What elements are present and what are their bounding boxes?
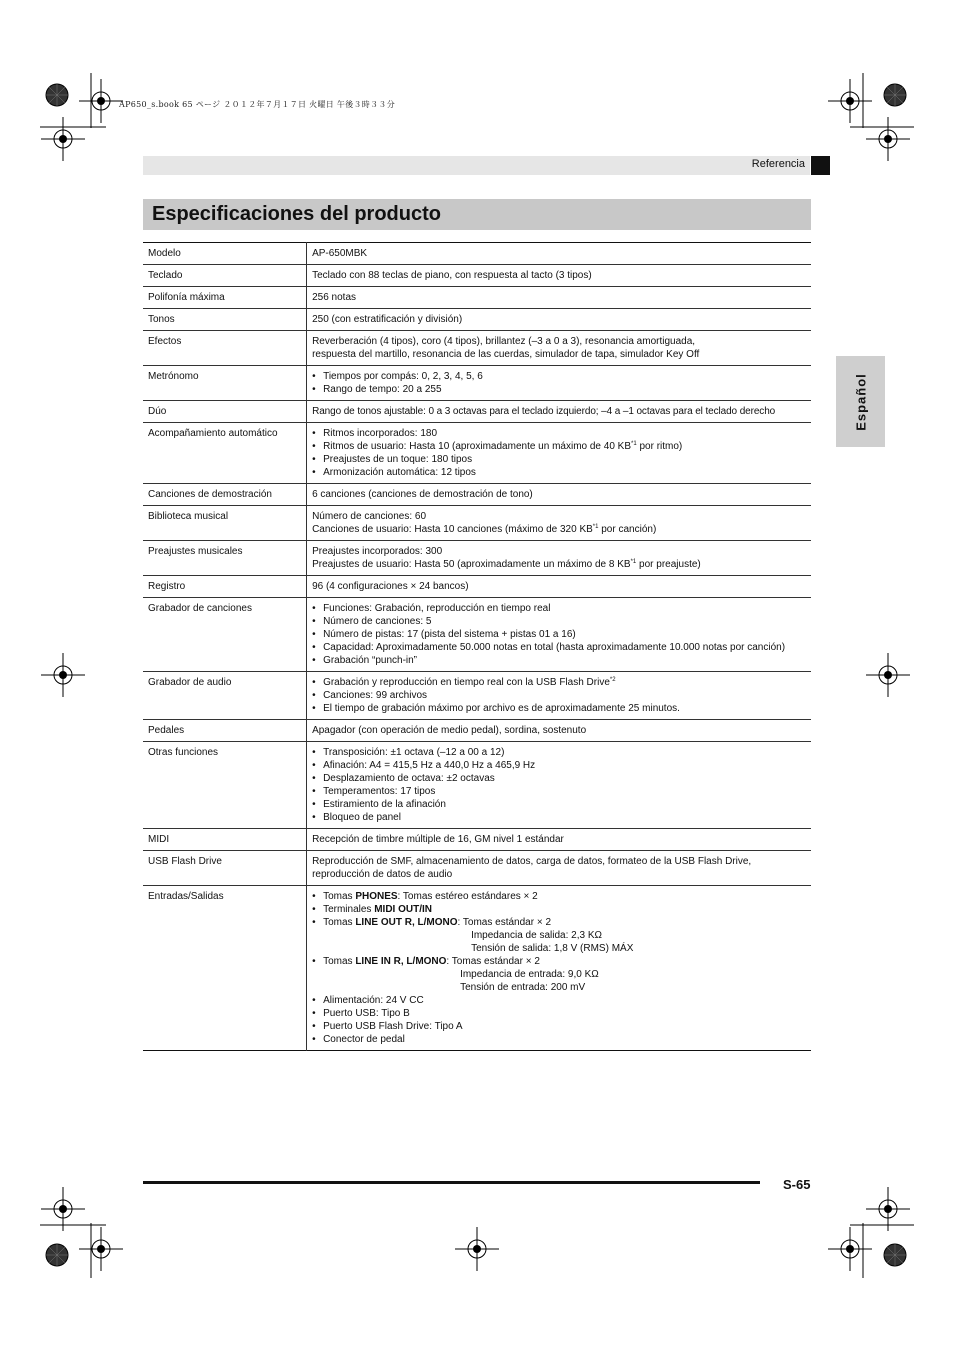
page-number: S-65 bbox=[783, 1177, 811, 1192]
spec-subline: Tensión de entrada: 200 mV bbox=[460, 982, 586, 993]
list-item: • Puerto USB Flash Drive: Tipo A bbox=[312, 1020, 806, 1033]
table-row bbox=[143, 672, 811, 720]
spec-key: Grabador de audio bbox=[143, 672, 307, 720]
jack-name: LINE IN R, L/MONO bbox=[355, 956, 447, 967]
table-row bbox=[143, 484, 811, 506]
list-item: • Afinación: A4 = 415,5 Hz a 440,0 Hz a 465,9 Hz bbox=[312, 759, 806, 772]
spec-line: reproducción de datos de audio bbox=[312, 869, 453, 880]
list-item-text: Ritmos de usuario: Hasta 10 (aproximadamente un máximo de 40 KB bbox=[323, 441, 632, 452]
table-row bbox=[143, 576, 811, 598]
spec-table bbox=[143, 242, 811, 1051]
list-item bbox=[312, 903, 806, 916]
spec-value bbox=[307, 742, 811, 829]
spec-subline: Tensión de salida: 1,8 V (RMS) MÁX bbox=[471, 943, 634, 954]
list-item: • Bloqueo de panel bbox=[312, 811, 806, 824]
spec-value bbox=[307, 541, 811, 576]
section-label: Referencia bbox=[751, 158, 805, 170]
spec-key: MIDI bbox=[143, 829, 307, 851]
list-item-text: Terminales bbox=[323, 904, 375, 915]
list-item-text: : Tomas estándar × 2 bbox=[457, 917, 552, 928]
list-item: • Tiempos por compás: 0, 2, 3, 4, 5, 6 bbox=[312, 370, 806, 383]
spec-key: Entradas/Salidas bbox=[143, 886, 307, 1051]
list-item bbox=[312, 916, 806, 955]
table-row bbox=[143, 541, 811, 576]
list-item-text: Tomas bbox=[323, 956, 356, 967]
table-row bbox=[143, 366, 811, 401]
language-tab-label: Español bbox=[853, 372, 868, 431]
spec-key: Pedales bbox=[143, 720, 307, 742]
spec-key: Dúo bbox=[143, 401, 307, 423]
table-row bbox=[143, 506, 811, 541]
list-item bbox=[312, 676, 806, 689]
list-item: • Puerto USB: Tipo B bbox=[312, 1007, 806, 1020]
section-marker bbox=[811, 156, 830, 175]
list-item-text: : Tomas estándar × 2 bbox=[446, 956, 540, 967]
spec-value: Teclado con 88 teclas de piano, con respuesta al tacto (3 tipos) bbox=[307, 265, 811, 287]
table-row bbox=[143, 423, 811, 484]
spec-line: Reproducción de SMF, almacenamiento de datos, carga de datos, formateo de la USB Flash Drive, bbox=[312, 856, 752, 867]
spec-line: respuesta del martillo, resonancia de las cuerdas, simulador de tapa, simulador Key Off bbox=[312, 349, 700, 360]
footnote-ref: *2 bbox=[609, 677, 616, 683]
list-item-text: Tomas bbox=[323, 917, 356, 928]
footnote-ref: *1 bbox=[630, 559, 637, 565]
list-item: • Número de pistas: 17 (pista del sistema + pistas 01 a 16) bbox=[312, 628, 806, 641]
spec-key: Tonos bbox=[143, 309, 307, 331]
spec-key: Teclado bbox=[143, 265, 307, 287]
table-row bbox=[143, 829, 811, 851]
spec-key: Grabador de canciones bbox=[143, 598, 307, 672]
list-item: • Canciones: 99 archivos bbox=[312, 689, 806, 702]
list-item: • Funciones: Grabación, reproducción en tiempo real bbox=[312, 602, 806, 615]
spec-value: Rango de tonos ajustable: 0 a 3 octavas para el teclado izquierdo; –4 a –1 octavas para el teclado derecho bbox=[307, 401, 811, 423]
spec-line: Preajustes incorporados: 300 bbox=[312, 546, 443, 557]
list-item-text: Grabación y reproducción en tiempo real con la USB Flash Drive bbox=[323, 677, 610, 688]
spec-value bbox=[307, 672, 811, 720]
print-file-note: AP650_s.book 65 ページ ２０１２年７月１７日 火曜日 午後３時３３分 bbox=[119, 100, 396, 109]
jack-name: PHONES bbox=[355, 891, 398, 902]
language-tab bbox=[836, 356, 885, 447]
list-item: • Alimentación: 24 V CC bbox=[312, 994, 806, 1007]
list-item: • Rango de tempo: 20 a 255 bbox=[312, 383, 806, 396]
list-item: • Preajustes de un toque: 180 tipos bbox=[312, 453, 806, 466]
table-row bbox=[143, 598, 811, 672]
table-row bbox=[143, 309, 811, 331]
spec-key: USB Flash Drive bbox=[143, 851, 307, 886]
spec-value: 250 (con estratificación y división) bbox=[307, 309, 811, 331]
list-item: • Desplazamiento de octava: ±2 octavas bbox=[312, 772, 806, 785]
spec-line-text: por canción) bbox=[598, 524, 657, 535]
spec-key: Modelo bbox=[143, 243, 307, 265]
spec-value bbox=[307, 366, 811, 401]
list-item: • Estiramiento de la afinación bbox=[312, 798, 806, 811]
list-item bbox=[312, 440, 806, 453]
page-title-bar bbox=[143, 199, 811, 230]
spec-line: Número de canciones: 60 bbox=[312, 511, 427, 522]
list-item-text: Tomas bbox=[323, 891, 356, 902]
spec-value bbox=[307, 506, 811, 541]
table-row bbox=[143, 287, 811, 309]
list-item: • Transposición: ±1 octava (–12 a 00 a 12) bbox=[312, 746, 806, 759]
spec-value: 96 (4 configuraciones × 24 bancos) bbox=[307, 576, 811, 598]
list-item: • Grabación “punch-in” bbox=[312, 654, 806, 667]
list-item: • Número de canciones: 5 bbox=[312, 615, 806, 628]
list-item: • Capacidad: Aproximadamente 50.000 notas en total (hasta aproximadamente 10.000 notas por canción) bbox=[312, 641, 806, 654]
table-row bbox=[143, 331, 811, 366]
spec-value: Recepción de timbre múltiple de 16, GM nivel 1 estándar bbox=[307, 829, 811, 851]
section-header-bar bbox=[143, 156, 810, 175]
jack-name: LINE OUT R, L/MONO bbox=[355, 917, 458, 928]
jack-name: MIDI OUT/IN bbox=[374, 904, 432, 915]
spec-key: Registro bbox=[143, 576, 307, 598]
spec-line-text: Preajustes de usuario: Hasta 50 (aproximadamente un máximo de 8 KB bbox=[312, 559, 631, 570]
spec-key: Biblioteca musical bbox=[143, 506, 307, 541]
list-item: • El tiempo de grabación máximo por archivo es de aproximadamente 25 minutos. bbox=[312, 702, 806, 715]
table-row bbox=[143, 265, 811, 287]
page-title: Especificaciones del producto bbox=[152, 203, 441, 225]
spec-key: Polifonía máxima bbox=[143, 287, 307, 309]
spec-line-text: por preajuste) bbox=[636, 559, 701, 570]
spec-key: Preajustes musicales bbox=[143, 541, 307, 576]
spec-line-text: Canciones de usuario: Hasta 10 canciones (máximo de 320 KB bbox=[312, 524, 593, 535]
spec-key: Efectos bbox=[143, 331, 307, 366]
list-item: • Ritmos incorporados: 180 bbox=[312, 427, 806, 440]
spec-subline: Impedancia de entrada: 9,0 KΩ bbox=[460, 969, 599, 980]
table-row bbox=[143, 720, 811, 742]
spec-line: Reverberación (4 tipos), coro (4 tipos), brillantez (–3 a 0 a 3), resonancia amortiguada, bbox=[312, 336, 696, 347]
list-item bbox=[312, 890, 806, 903]
table-row bbox=[143, 851, 811, 886]
spec-line bbox=[312, 558, 806, 571]
spec-value bbox=[307, 423, 811, 484]
footnote-ref: *1 bbox=[631, 441, 637, 447]
list-item: • Temperamentos: 17 tipos bbox=[312, 785, 806, 798]
spec-key: Acompañamiento automático bbox=[143, 423, 307, 484]
list-item bbox=[312, 955, 806, 994]
spec-value bbox=[307, 851, 811, 886]
spec-value: 6 canciones (canciones de demostración de tono) bbox=[307, 484, 811, 506]
spec-value: AP-650MBK bbox=[312, 248, 368, 259]
table-row bbox=[143, 401, 811, 423]
table-row bbox=[143, 243, 811, 265]
list-item: • Armonización automática: 12 tipos bbox=[312, 466, 806, 479]
list-item: • Conector de pedal bbox=[312, 1033, 806, 1046]
list-item-text: : Tomas estéreo estándares × 2 bbox=[397, 891, 538, 902]
spec-value: 256 notas bbox=[307, 287, 811, 309]
spec-line bbox=[312, 523, 806, 536]
spec-value bbox=[307, 331, 811, 366]
table-row bbox=[143, 886, 811, 1051]
list-item-text: por ritmo) bbox=[636, 441, 683, 452]
spec-key: Otras funciones bbox=[143, 742, 307, 829]
spec-value bbox=[307, 886, 811, 1051]
spec-key: Canciones de demostración bbox=[143, 484, 307, 506]
footer-rule bbox=[143, 1181, 760, 1184]
table-row bbox=[143, 742, 811, 829]
spec-value: Apagador (con operación de medio pedal), sordina, sostenuto bbox=[307, 720, 811, 742]
spec-key: Metrónomo bbox=[143, 366, 307, 401]
spec-subline: Impedancia de salida: 2,3 KΩ bbox=[471, 930, 602, 941]
footnote-ref: *1 bbox=[592, 524, 599, 530]
spec-value bbox=[307, 598, 811, 672]
